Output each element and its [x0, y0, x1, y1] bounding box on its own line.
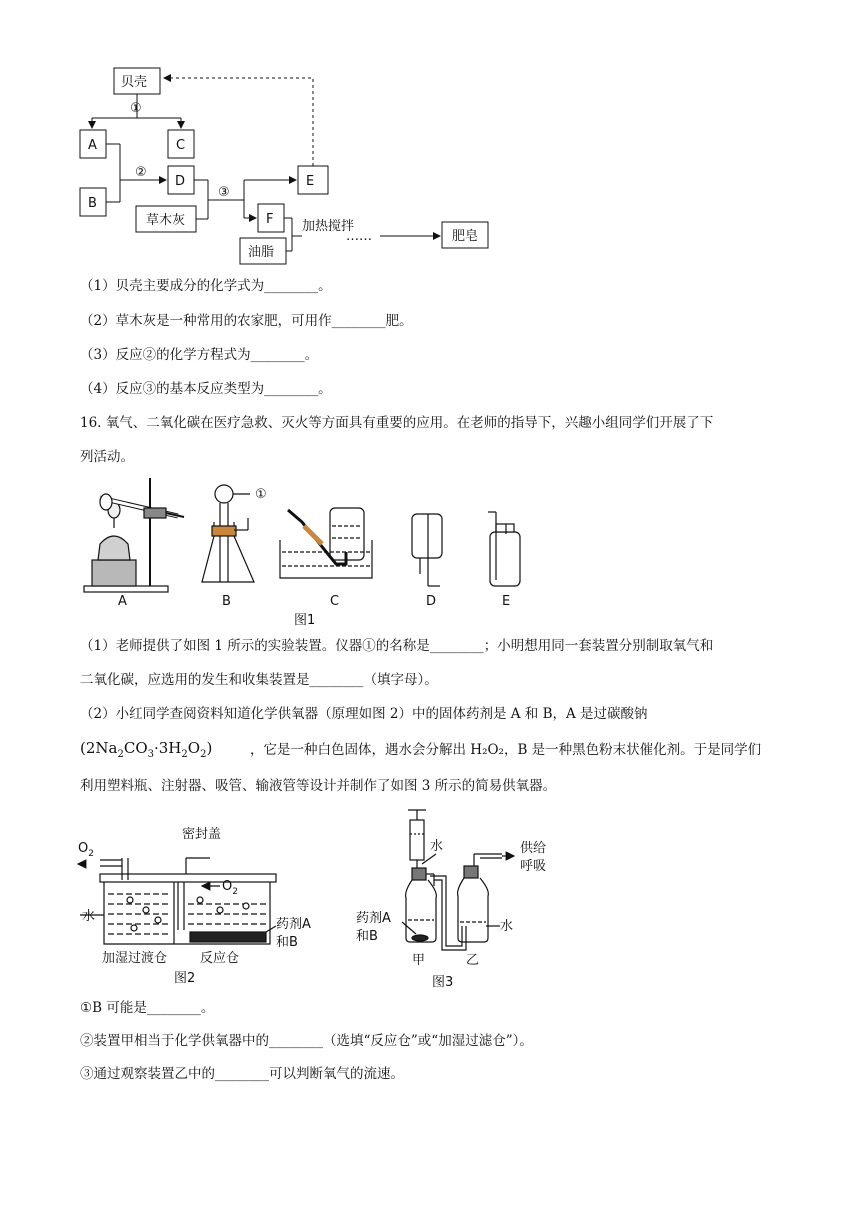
- flow-shell: 贝壳: [121, 75, 148, 90]
- fig1-label-c: C: [330, 594, 340, 609]
- fig2-o2-out: $O_2$: [78, 841, 94, 859]
- q15-part3: （3）反应②的化学方程式为________。: [80, 347, 319, 363]
- q16-part1-line1: （1）老师提供了如图 1 所示的实验装置。仪器①的名称是________；小明想用同一套装置分别制取氧气和: [80, 638, 714, 654]
- fig2-humid: 加湿过渡仓: [102, 951, 168, 966]
- fig3-supply-line2: 呼吸: [520, 859, 547, 874]
- q16-part2-line3: 利用塑料瓶、注射器、吸管、输液管等设计并制作了如图 3 所示的简易供氧器。: [80, 778, 557, 794]
- fig3-agent-line1: 药剂A: [356, 911, 391, 926]
- fig3-caption: 图3: [432, 975, 454, 990]
- fig1-circle-1: ①: [255, 487, 267, 502]
- fig3-water-right: 水: [500, 919, 514, 934]
- q15-part2: （2）草木灰是一种常用的农家肥，可用作________肥。: [80, 313, 413, 329]
- fig2-cover: 密封盖: [182, 827, 222, 842]
- q16-part2-line2: ，它是一种白色固体，遇水会分解出 H₂O₂，B 是一种黑色粉末状催化剂。于是同学们: [250, 742, 762, 758]
- flow-box-c: C: [176, 138, 186, 153]
- fig2-react: 反应仓: [200, 951, 240, 966]
- flow-box-e: E: [306, 174, 315, 189]
- flow-box-d: D: [175, 174, 186, 189]
- q16-part2-line1: （2）小红同学查阅资料知道化学供氧器（原理如图 2）中的固体药剂是 A 和 B，A 是过碳酸钠: [80, 706, 648, 722]
- fig1-label-d: D: [426, 594, 437, 609]
- q16-intro-line2: 列活动。: [80, 449, 134, 465]
- fig3-yi: 乙: [466, 953, 480, 968]
- flow-step3: ③: [218, 185, 230, 200]
- q15-part1: （1）贝壳主要成分的化学式为________。: [80, 278, 332, 294]
- flow-diagram: [0, 0, 860, 280]
- fig1-label-b: B: [222, 594, 231, 609]
- fig3-water-top: 水: [430, 839, 444, 854]
- flow-step1: ①: [130, 101, 142, 116]
- q16-sub2: ②装置甲相当于化学供氧器中的________（选填“反应仓”或“加湿过滤仓”）。: [80, 1033, 533, 1049]
- fig3-agent-line2: 和B: [356, 929, 378, 944]
- figure-1-apparatus: [0, 470, 860, 630]
- q16-sub3: ③通过观察装置乙中的________可以判断氧气的流速。: [80, 1066, 404, 1082]
- figure-3-simple-supplier: [350, 806, 570, 996]
- flow-heat: 加热搅拌: [302, 219, 355, 234]
- fig2-caption: 图2: [174, 971, 196, 986]
- fig1-label-e: E: [502, 594, 511, 609]
- q16-sub1: ①B 可能是________。: [80, 1000, 215, 1016]
- fig3-jia: 甲: [412, 953, 426, 968]
- flow-box-a: A: [88, 138, 97, 153]
- flow-grease: 油脂: [248, 245, 275, 260]
- fig1-label-a: A: [118, 594, 127, 609]
- flow-dots: ……: [346, 229, 372, 244]
- fig2-agent-line2: 和B: [276, 935, 298, 950]
- q16-part1-line2: 二氧化碳，应选用的发生和收集装置是________（填字母）。: [80, 672, 438, 688]
- q16-intro-line1: 16. 氧气、二氧化碳在医疗急救、灭火等方面具有重要的应用。在老师的指导下，兴趣小组同学们开展了下: [80, 415, 714, 431]
- fig2-agent-line1: 药剂A: [276, 917, 311, 932]
- flow-soap: 肥皂: [452, 229, 479, 244]
- fig3-supply-line1: 供给: [520, 841, 547, 856]
- flow-box-f: F: [266, 212, 274, 227]
- flow-step2: ②: [135, 165, 147, 180]
- q15-part4: （4）反应③的基本反应类型为________。: [80, 381, 332, 397]
- percarbonate-formula: $(2Na_2CO_3\cdot 3H_2O_2)$: [80, 739, 213, 760]
- flow-ash: 草木灰: [146, 213, 186, 228]
- fig2-o2-in: $O_2$: [222, 879, 238, 897]
- fig2-water: 水: [82, 909, 96, 924]
- fig1-caption: 图1: [294, 613, 316, 628]
- flow-box-b: B: [88, 196, 97, 211]
